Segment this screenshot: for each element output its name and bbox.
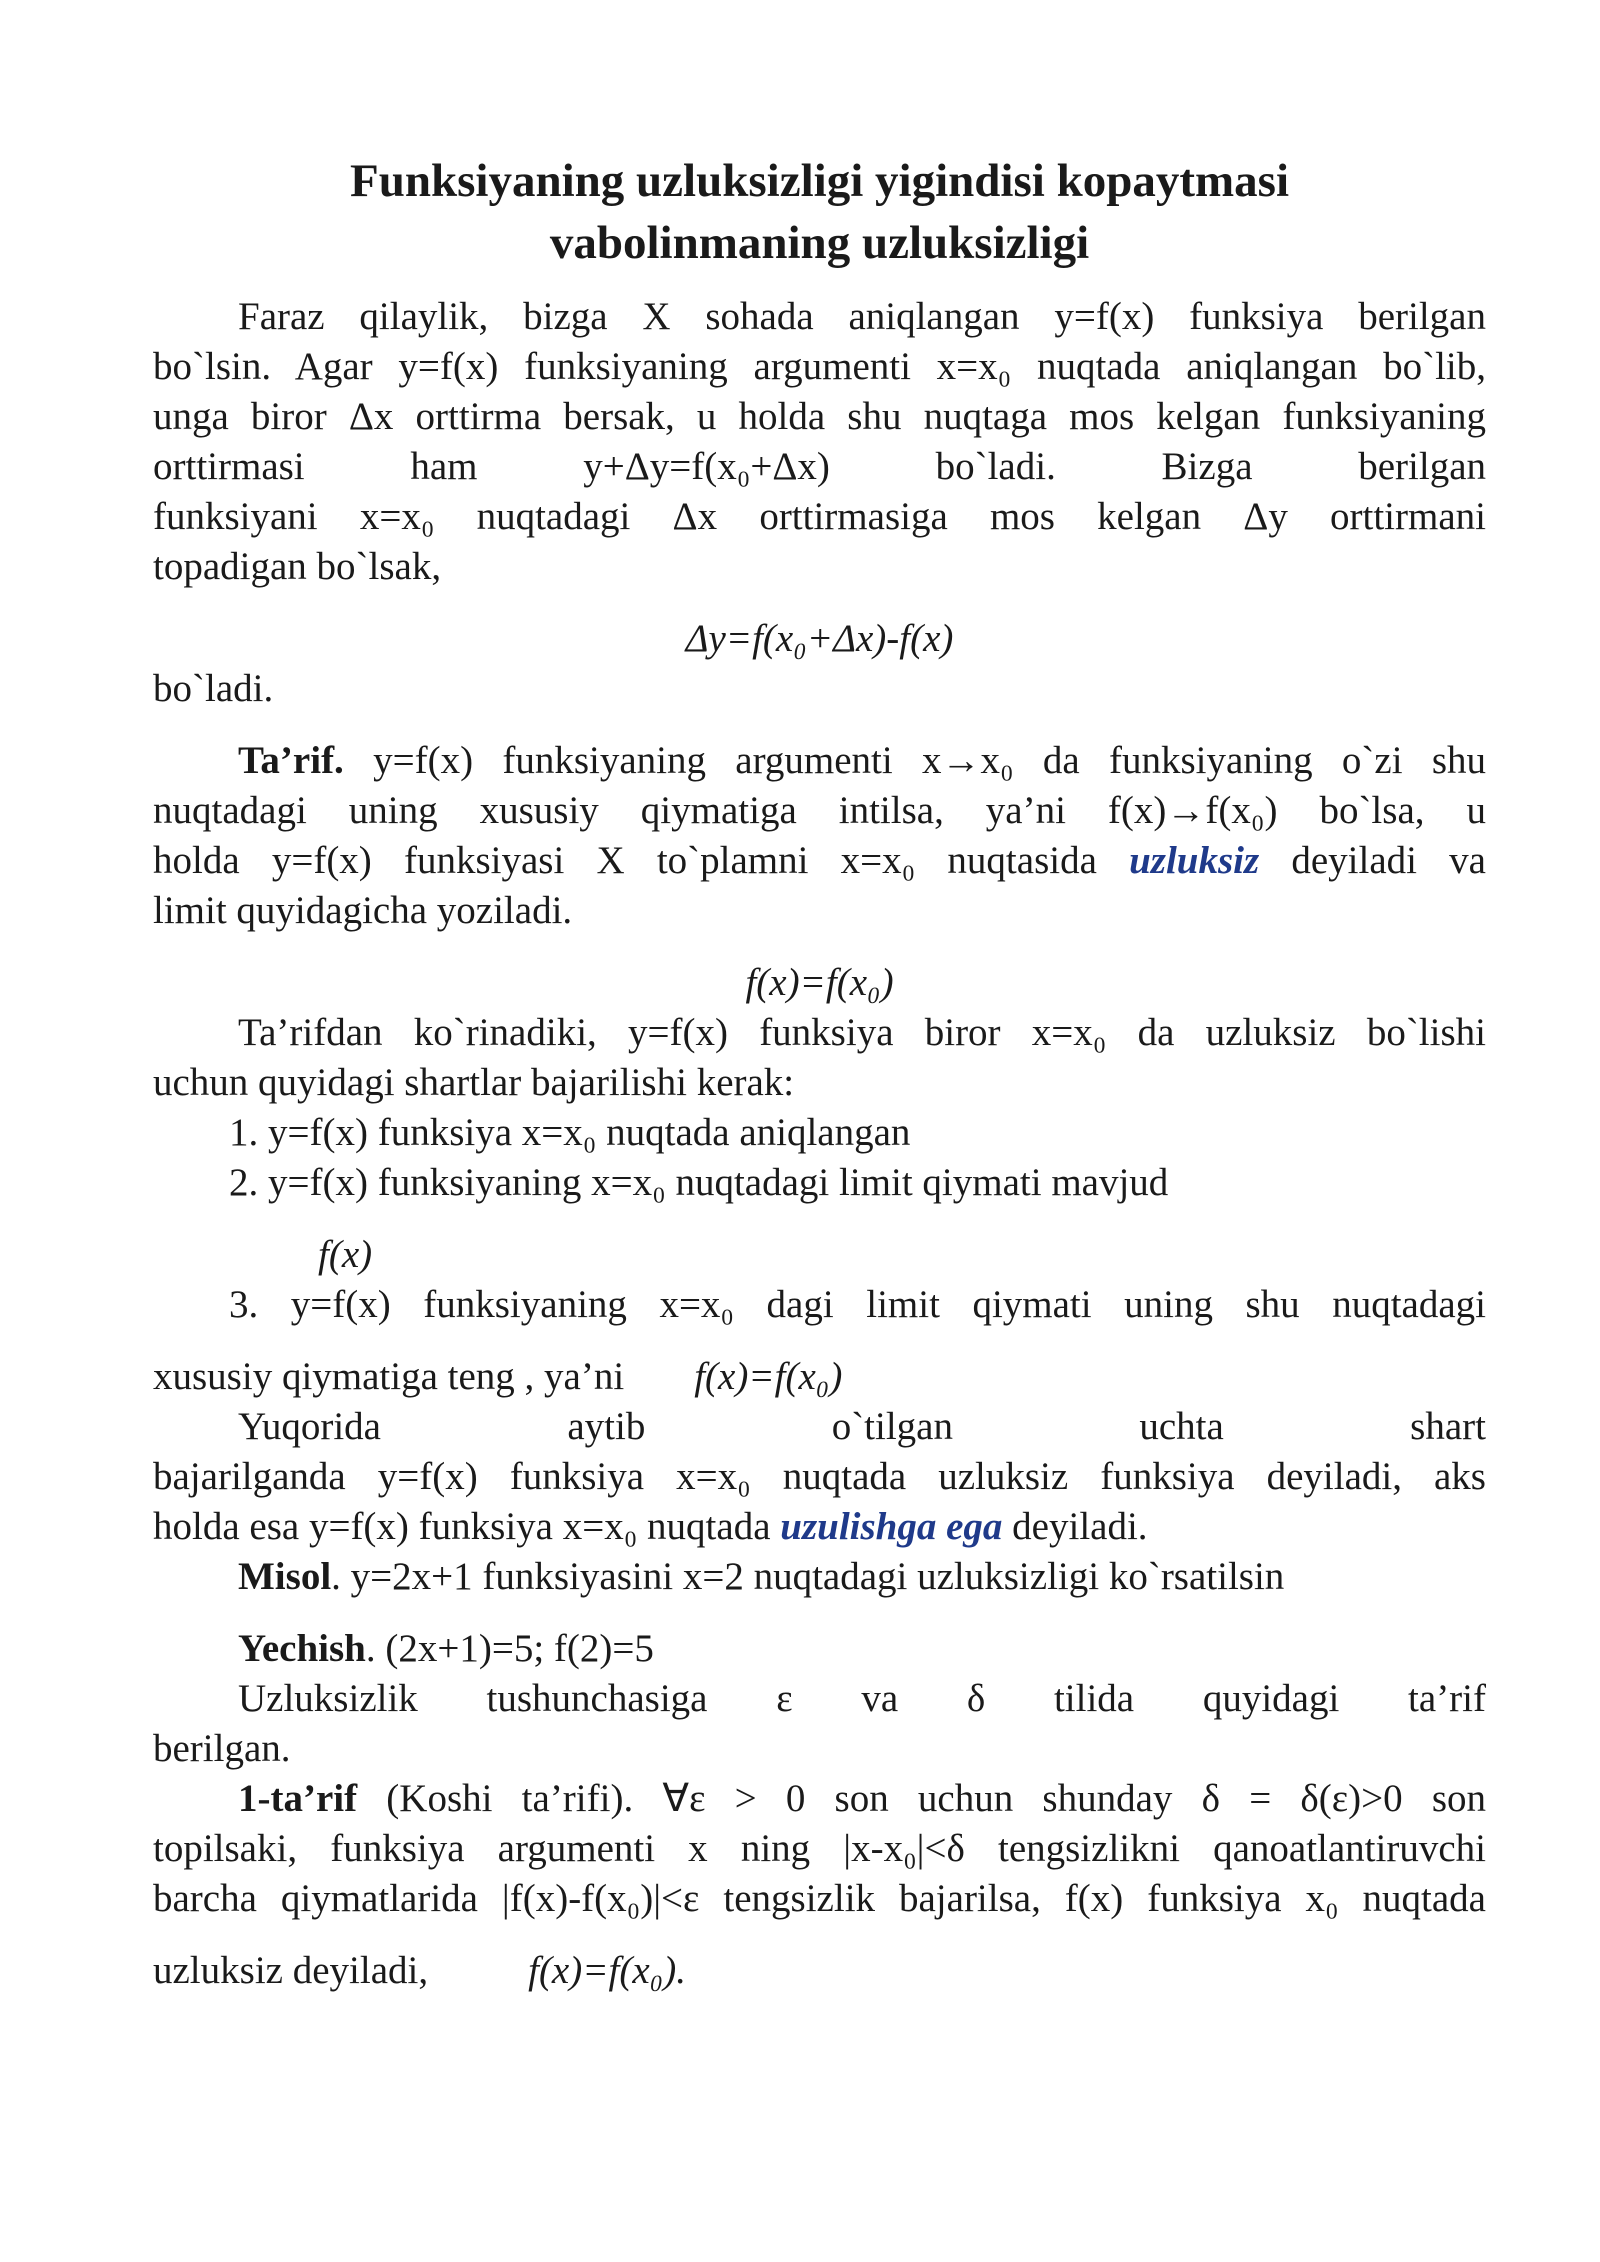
solution-label: Yechish (238, 1627, 366, 1670)
cauchy-paragraph (153, 1774, 1486, 1996)
summary-line-2: bajarilganda y=f(x) funksiya x=x₀ nuqtada uzluksiz funksiya deyiladi, aks (153, 1455, 1486, 1498)
cauchy-label: 1-ta’rif (238, 1777, 358, 1820)
page-title (153, 150, 1486, 274)
intro-line-5: funksiyani x=x₀ nuqtadagi Δx orttirmasiga mos kelgan Δy orttirmani (153, 495, 1486, 538)
definition-line-4: limit quyidagicha yoziladi. (153, 889, 573, 932)
condition-1: 1. y=f(x) funksiya x=x₀ nuqtada aniqlangan (229, 1111, 911, 1154)
cauchy-line-1-text: (Koshi ta’rifi). ∀ε > 0 son uchun shunday δ = δ(ε)>0 son (357, 1777, 1486, 1820)
document-page (153, 150, 1486, 1996)
cauchy-line-4 (153, 1946, 1486, 1996)
conditions-list (153, 1108, 1486, 1402)
epsilon-line-1: Uzluksizlik tushunchasiga ε va δ tilida quyidagi ta’rif (238, 1677, 1486, 1720)
example-line (153, 1552, 1486, 1602)
definition-label: Ta’rif. (238, 739, 344, 782)
keyword-uzluksiz: uzluksiz (1129, 839, 1260, 882)
condition-3: 3. y=f(x) funksiyaning x=x₀ dagi limit qiymati uning shu nuqtadagi (229, 1283, 1486, 1326)
definition-paragraph (153, 736, 1486, 936)
solution-text: . (2x+1)=5; f(2)=5 (365, 1627, 654, 1670)
solution-line (153, 1624, 1486, 1674)
definition-line-2: nuqtadagi uning xususiy qiymatiga intilsa, ya’ni f(x)→f(x₀) bo`lsa, u (153, 789, 1486, 832)
definition-line-3 (153, 836, 1486, 886)
condition-2: 2. y=f(x) funksiyaning x=x₀ nuqtadagi limit qiymati mavjud (229, 1161, 1169, 1204)
intro-line-4: orttirmasi ham y+Δy=f(x₀+Δx) bo`ladi. Bizga berilgan (153, 445, 1486, 488)
formula-delta-y: Δy=f(x₀+Δx)-f(x) (685, 617, 954, 660)
conditions-intro-line-1: Ta’rifdan ko`rinadiki, y=f(x) funksiya biror x=x₀ da uzluksiz bo`lishi (238, 1011, 1486, 1054)
cauchy-line-3: barcha qiymatlarida |f(x)-f(x₀)|<ε tengsizlik bajarilsa, f(x) funksiya x₀ nuqtada (153, 1877, 1486, 1920)
title-line-1: Funksiyaning uzluksizligi yigindisi kopaytmasi (349, 155, 1289, 207)
epsilon-paragraph (153, 1674, 1486, 1774)
intro-line-2: bo`lsin. Agar y=f(x) funksiyaning argumenti x=x₀ nuqtada aniqlangan bo`lib, (153, 345, 1486, 388)
condition-3-text: xususiy qiymatiga teng , ya’ni (153, 1355, 625, 1398)
intro-line-1: Faraz qilaylik, bizga X sohada aniqlangan y=f(x) funksiya berilgan (238, 295, 1486, 338)
intro-line-3: unga biror Δx orttirma bersak, u holda shu nuqtaga mos kelgan funksiyaning (153, 395, 1486, 438)
summary-line-3-post: deyiladi. (1002, 1505, 1148, 1548)
condition-2-formula: f(x) (318, 1233, 373, 1276)
boladi-text: bo`ladi. (153, 667, 274, 710)
intro-line-6: topadigan bo`lsak, (153, 545, 442, 588)
keyword-uzulishga-ega: uzulishga ega (780, 1505, 1003, 1548)
summary-line-3 (153, 1502, 1486, 1552)
cauchy-formula: f(x)=f(x₀). (528, 1949, 686, 1992)
summary-line-1: Yuqorida aytib o`tilgan uchta shart (238, 1405, 1486, 1448)
summary-paragraph (153, 1402, 1486, 1552)
conditions-intro-line-2: uchun quyidagi shartlar bajarilishi kerak: (153, 1061, 795, 1104)
example-label: Misol (238, 1555, 332, 1598)
condition-3-continuation (153, 1352, 1486, 1402)
cauchy-line-4-text: uzluksiz deyiladi, (153, 1949, 429, 1992)
example-text: . y=2x+1 funksiyasini x=2 nuqtadagi uzluksizligi ko`rsatilsin (331, 1555, 1285, 1598)
epsilon-line-2: berilgan. (153, 1727, 291, 1770)
definition-line-3-pre: holda y=f(x) funksiyasi X to`plamni x=x₀ nuqtasida (153, 839, 1130, 882)
definition-line-3-post: deyiladi va (1259, 839, 1486, 882)
title-line-2: vabolinmaning uzluksizligi (549, 217, 1090, 269)
condition-3-formula: f(x)=f(x₀) (694, 1355, 843, 1398)
cauchy-line-2: topilsaki, funksiya argumenti x ning |x-x₀|<δ tengsizlikni qanoatlantiruvchi (153, 1827, 1486, 1870)
definition-line-1-text: y=f(x) funksiyaning argumenti x→x₀ da funksiyaning o`zi shu (343, 739, 1486, 782)
definition-line-1 (153, 736, 1486, 786)
summary-line-3-pre: holda esa y=f(x) funksiya x=x₀ nuqtada (153, 1505, 781, 1548)
cauchy-line-1 (153, 1774, 1486, 1824)
formula-limit: f(x)=f(x₀) (745, 961, 894, 1004)
conditions-intro (153, 1008, 1486, 1108)
intro-paragraph (153, 292, 1486, 592)
